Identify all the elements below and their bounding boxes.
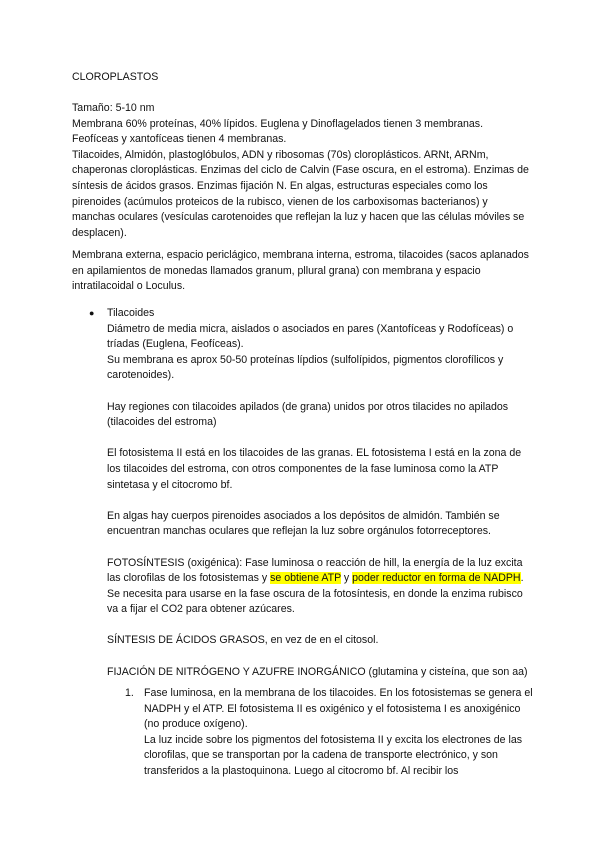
size-line: Tamaño: 5-10 nm xyxy=(72,102,155,114)
highlight-nadph: poder reductor en forma de NADPH xyxy=(352,572,521,585)
luz-incide-paragraph: La luz incide sobre los pigmentos del fotosistema II y excita los electrones de las clorofilas, que se transportan por la cadena de transporte electrónico, y son transferidos a la plastoquinona. Luego al citocromo bf. Al recibir los xyxy=(144,733,523,777)
tilacoides-section xyxy=(107,306,532,680)
numbered-item xyxy=(144,686,534,780)
pirenoides-paragraph: En algas hay cuerpos pirenoides asociados a los depósitos de almidón. También se encuentran manchas oculares que reflejan la luz sobre orgánulos fotorreceptores. xyxy=(107,509,500,538)
intro-block xyxy=(72,101,532,241)
membrane-composition-paragraph: Su membrana es aprox 50-50 proteínas lípdios (sulfolípidos, pigmentos clorofílicos y carotenoides). xyxy=(107,353,504,382)
bullet-heading: Tilacoides xyxy=(107,307,155,319)
fotosistema-paragraph: El fotosistema II está en los tilacoides de las granas. EL fotosistema I está en la zona de los tilacoides del estroma, con otros componentes de la fase luminosa como la ATP sintetasa y el citocromo bf. xyxy=(107,447,522,491)
highlight-atp: se obtiene ATP xyxy=(270,572,341,585)
membrane-paragraph: Membrana 60% proteínas, 40% lípidos. Euglena y Dinoflagelados tienen 3 membranas. Feofíceas y xantofíceas tienen 4 membranas. xyxy=(72,117,484,146)
bullet-marker: ● xyxy=(89,308,95,318)
fotosintesis-text-a: FOTOSÍNTESIS (oxigénica): Fase luminosa o reacción de hill, la energía de la luz excita las clorofilas de los fotosistemas y xyxy=(107,556,523,585)
diameter-paragraph: Diámetro de media micra, aislados o asociados en pares (Xantofíceas y Rodofíceas) o tríadas (Euglena, Feofíceas). xyxy=(107,322,514,351)
structure-block xyxy=(72,248,532,295)
list-number: 1. xyxy=(125,687,134,699)
fase-luminosa-paragraph: Fase luminosa, en la membrana de los tilacoides. En los fotosistemas se genera el NADPH y el ATP. El fotosistema II es oxigénico y el fotosistema I es anoxigénico (no produce oxígeno). xyxy=(144,687,533,731)
components-paragraph: Tilacoides, Almidón, plastoglóbulos, ADN y ribosomas (70s) cloroplásticos. ARNt, ARNm, chaperonas cloroplásticas. Enzimas del ciclo de Calvin (Fase oscura, en el estroma). Enzimas de síntesis de ácidos grasos. Enzimas fijación N. En algas, estructuras especiales como los pirenoides (acúmulos proteicos de la rubisco, vienen de los carboxisomas bacterianos) y manchas oculares (vesículas carotenoides que reflejan la luz y hacen que las células móviles se desplacen). xyxy=(72,148,529,239)
fotosintesis-paragraph xyxy=(107,556,532,618)
structure-paragraph: Membrana externa, espacio periclágico, membrana interna, estroma, tilacoides (sacos aplanados en apilamientos de monedas llamados granum, pllural grana) con membrana y espacio intratilacoidal o Loculus. xyxy=(72,249,529,293)
fotosintesis-text-b: y xyxy=(340,572,353,585)
sintesis-paragraph: SÍNTESIS DE ÁCIDOS GRASOS, en vez de en el citosol. xyxy=(107,634,379,647)
apilados-paragraph: Hay regiones con tilacoides apilados (de grana) unidos por otros tilacides no apilados (tilacoides del estroma) xyxy=(107,400,509,429)
fijacion-paragraph: FIJACIÓN DE NITRÓGENO Y AZUFRE INORGÁNICO (glutamina y cisteína, que son aa) xyxy=(107,665,528,678)
fotosintesis-text-c: . Se necesita para usarse en la fase oscura de la fotosíntesis, en donde la enzima rubisco va a fijar el CO2 para obtener azúcares. xyxy=(107,572,524,616)
document-title: CLOROPLASTOS xyxy=(72,71,159,83)
